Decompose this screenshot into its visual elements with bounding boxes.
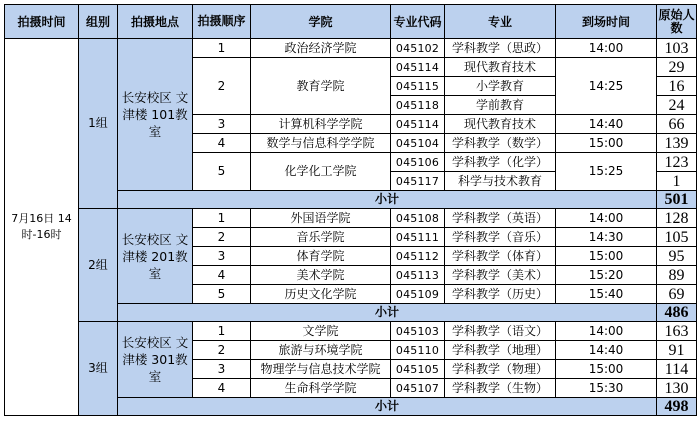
order-cell: 3 <box>193 247 251 266</box>
college-cell: 化学化工学院 <box>251 153 391 191</box>
group-cell: 3组 <box>79 322 118 416</box>
schedule-table <box>4 4 697 416</box>
code-cell: 045109 <box>391 285 445 304</box>
arrival-cell: 14:25 <box>556 58 657 115</box>
major-cell: 学前教育 <box>445 96 556 115</box>
header-row <box>5 5 697 39</box>
count-cell: 66 <box>657 115 697 134</box>
count-cell: 1 <box>657 172 697 191</box>
college-cell: 美术学院 <box>251 266 391 285</box>
count-cell: 130 <box>657 379 697 398</box>
college-cell: 政治经济学院 <box>251 39 391 58</box>
college-cell: 计算机科学学院 <box>251 115 391 134</box>
order-cell: 2 <box>193 341 251 360</box>
subtotal-label: 小计 <box>118 191 657 209</box>
major-cell: 学科教学（化学） <box>445 153 556 172</box>
major-cell: 学科教学（体育） <box>445 247 556 266</box>
header-count: 原始人数 <box>657 5 697 39</box>
college-cell: 历史文化学院 <box>251 285 391 304</box>
code-cell: 045114 <box>391 58 445 77</box>
date-cell: 7月16日 14时-16时 <box>5 39 79 416</box>
arrival-cell: 15:00 <box>556 247 657 266</box>
code-cell: 045105 <box>391 360 445 379</box>
arrival-cell: 15:25 <box>556 153 657 191</box>
college-cell: 生命科学学院 <box>251 379 391 398</box>
header-code: 专业代码 <box>391 5 445 39</box>
college-cell: 文学院 <box>251 322 391 341</box>
count-cell: 163 <box>657 322 697 341</box>
code-cell: 045108 <box>391 209 445 228</box>
major-cell: 学科教学（思政） <box>445 39 556 58</box>
order-cell: 2 <box>193 58 251 115</box>
code-cell: 045103 <box>391 322 445 341</box>
header-order: 拍摄顺序 <box>193 5 251 39</box>
arrival-cell: 14:40 <box>556 341 657 360</box>
location-cell: 长安校区 文津楼 201教室 <box>118 209 193 304</box>
major-cell: 现代教育技术 <box>445 115 556 134</box>
order-cell: 5 <box>193 285 251 304</box>
schedule-body <box>5 39 697 416</box>
code-cell: 045110 <box>391 341 445 360</box>
order-cell: 1 <box>193 209 251 228</box>
arrival-cell: 15:40 <box>556 285 657 304</box>
order-cell: 3 <box>193 115 251 134</box>
code-cell: 045117 <box>391 172 445 191</box>
college-cell: 体育学院 <box>251 247 391 266</box>
table-row <box>5 322 697 341</box>
table-row <box>5 39 697 58</box>
group-cell: 2组 <box>79 209 118 322</box>
major-cell: 学科教学（美术） <box>445 266 556 285</box>
major-cell: 学科教学（语文） <box>445 322 556 341</box>
code-cell: 045102 <box>391 39 445 58</box>
college-cell: 音乐学院 <box>251 228 391 247</box>
schedule-sheet <box>4 4 697 416</box>
major-cell: 学科教学（历史） <box>445 285 556 304</box>
count-cell: 89 <box>657 266 697 285</box>
header-major: 专业 <box>445 5 556 39</box>
major-cell: 学科教学（英语） <box>445 209 556 228</box>
code-cell: 045114 <box>391 115 445 134</box>
code-cell: 045118 <box>391 96 445 115</box>
code-cell: 045104 <box>391 134 445 153</box>
arrival-cell: 14:00 <box>556 322 657 341</box>
count-cell: 16 <box>657 77 697 96</box>
subtotal-count: 498 <box>657 398 697 416</box>
order-cell: 4 <box>193 134 251 153</box>
arrival-cell: 14:00 <box>556 209 657 228</box>
major-cell: 学科教学（数学） <box>445 134 556 153</box>
count-cell: 103 <box>657 39 697 58</box>
location-cell: 长安校区 文津楼 301教室 <box>118 322 193 398</box>
major-cell: 学科教学（生物） <box>445 379 556 398</box>
group-cell: 1组 <box>79 39 118 209</box>
major-cell: 现代教育技术 <box>445 58 556 77</box>
location-cell: 长安校区 文津楼 101教室 <box>118 39 193 191</box>
arrival-cell: 14:30 <box>556 228 657 247</box>
major-cell: 科学与技术教育 <box>445 172 556 191</box>
arrival-cell: 15:20 <box>556 266 657 285</box>
subtotal-label: 小计 <box>118 398 657 416</box>
count-cell: 139 <box>657 134 697 153</box>
college-cell: 外国语学院 <box>251 209 391 228</box>
header-group: 组别 <box>79 5 118 39</box>
count-cell: 123 <box>657 153 697 172</box>
header-arrival: 到场时间 <box>556 5 657 39</box>
count-cell: 69 <box>657 285 697 304</box>
count-cell: 105 <box>657 228 697 247</box>
order-cell: 3 <box>193 360 251 379</box>
count-cell: 95 <box>657 247 697 266</box>
count-cell: 114 <box>657 360 697 379</box>
order-cell: 2 <box>193 228 251 247</box>
subtotal-count: 501 <box>657 191 697 209</box>
header-location: 拍摄地点 <box>118 5 193 39</box>
code-cell: 045115 <box>391 77 445 96</box>
code-cell: 045106 <box>391 153 445 172</box>
header-college: 学院 <box>251 5 391 39</box>
code-cell: 045113 <box>391 266 445 285</box>
header-time: 拍摄时间 <box>5 5 79 39</box>
major-cell: 学科教学（音乐） <box>445 228 556 247</box>
college-cell: 物理学与信息技术学院 <box>251 360 391 379</box>
order-cell: 4 <box>193 266 251 285</box>
order-cell: 1 <box>193 322 251 341</box>
arrival-cell: 14:00 <box>556 39 657 58</box>
count-cell: 128 <box>657 209 697 228</box>
college-cell: 旅游与环境学院 <box>251 341 391 360</box>
major-cell: 学科教学（地理） <box>445 341 556 360</box>
table-row <box>5 209 697 228</box>
arrival-cell: 15:00 <box>556 134 657 153</box>
subtotal-label: 小计 <box>118 304 657 322</box>
arrival-cell: 14:40 <box>556 115 657 134</box>
arrival-cell: 15:30 <box>556 379 657 398</box>
major-cell: 小学教育 <box>445 77 556 96</box>
count-cell: 29 <box>657 58 697 77</box>
code-cell: 045107 <box>391 379 445 398</box>
code-cell: 045111 <box>391 228 445 247</box>
order-cell: 4 <box>193 379 251 398</box>
code-cell: 045112 <box>391 247 445 266</box>
order-cell: 1 <box>193 39 251 58</box>
college-cell: 数学与信息科学学院 <box>251 134 391 153</box>
order-cell: 5 <box>193 153 251 191</box>
major-cell: 学科教学（物理） <box>445 360 556 379</box>
arrival-cell: 15:00 <box>556 360 657 379</box>
college-cell: 教育学院 <box>251 58 391 115</box>
count-cell: 24 <box>657 96 697 115</box>
subtotal-count: 486 <box>657 304 697 322</box>
count-cell: 91 <box>657 341 697 360</box>
